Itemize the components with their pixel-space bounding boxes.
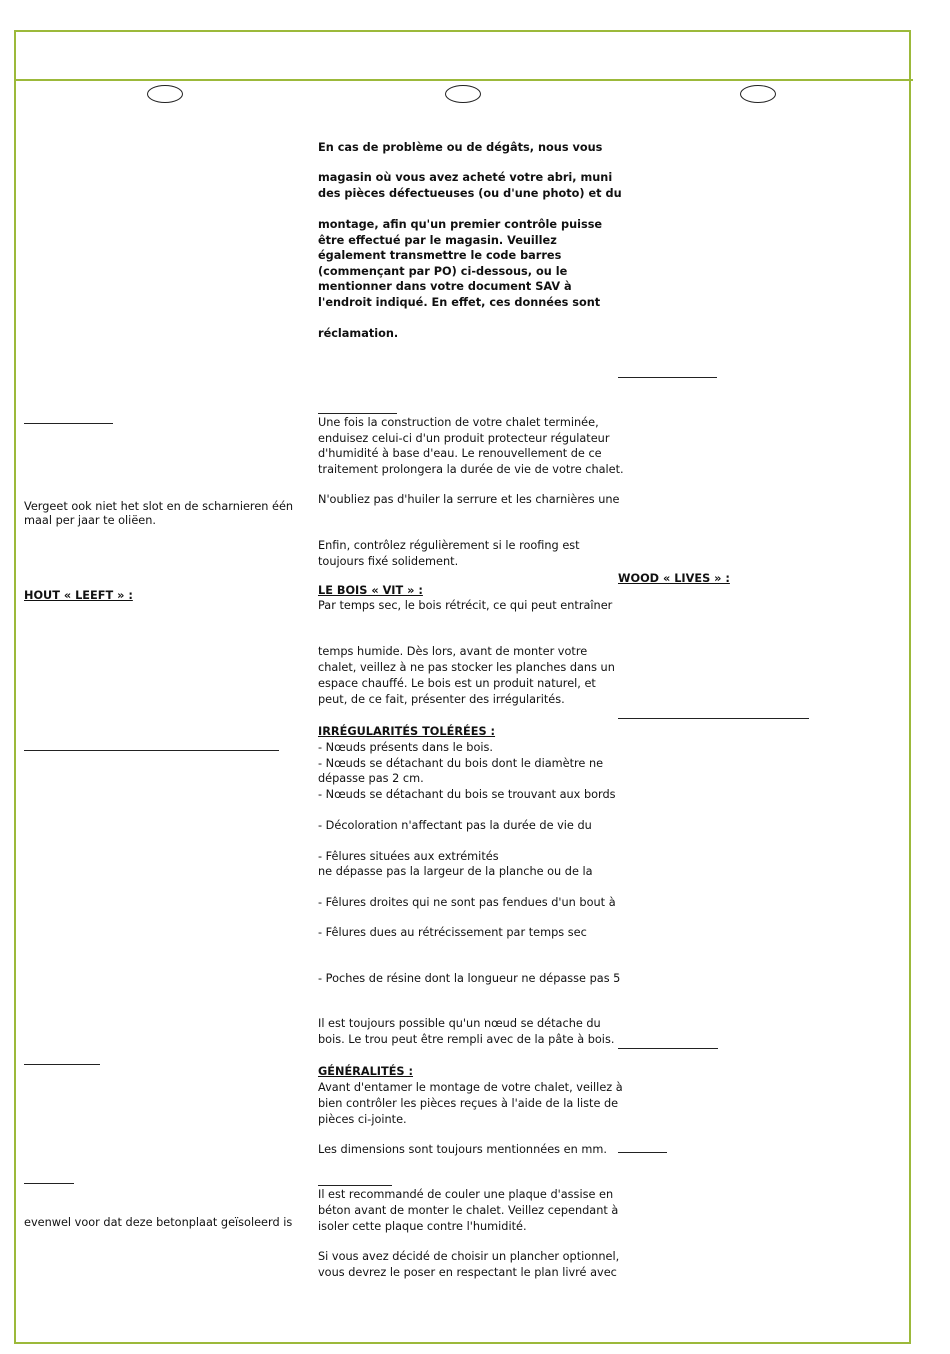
oval-marker-right (740, 85, 776, 103)
irregularites-line-5: - Décoloration n'affectant pas la durée de vie du (318, 819, 592, 832)
right-heading-rule-2 (618, 718, 809, 719)
left-slot-line-1: Vergeet ook niet het slot en de scharnieren één (24, 500, 294, 513)
entretien-line-2: enduisez celui-ci d'un produit protecteur régulateur (318, 432, 610, 445)
irregularites-line-8: - Fêlures droites qui ne sont pas fendues d'un bout à (318, 896, 616, 909)
irregularites-line-4: - Nœuds se détachant du bois se trouvant aux bords (318, 788, 616, 801)
left-slot-line-2: maal per jaar te oliëen. (24, 514, 156, 527)
left-heading-rule-4 (24, 1183, 74, 1184)
generalites-line-3: pièces ci-jointe. (318, 1113, 407, 1126)
fondation-line-3: isoler cette plaque contre l'humidité. (318, 1220, 527, 1233)
sav-line-7: (commençant par PO) ci-dessous, ou le (318, 265, 568, 278)
bois-vit-line-5: peut, de ce fait, présenter des irrégularités. (318, 693, 565, 706)
header-divider (14, 79, 913, 81)
sav-line-6: également transmettre le code barres (318, 249, 562, 262)
bois-vit-title: LE BOIS « VIT » : (318, 584, 423, 597)
generalites-title: GÉNÉRALITÉS : (318, 1065, 414, 1078)
wood-lives-title: WOOD « LIVES » : (618, 572, 730, 585)
oval-marker-left (147, 85, 183, 103)
irregularites-line-1: - Nœuds présents dans le bois. (318, 741, 494, 754)
sav-line-9: l'endroit indiqué. En effet, ces données sont (318, 296, 601, 309)
irregularites-line-11: Il est toujours possible qu'un nœud se détache du (318, 1017, 601, 1030)
irregularites-line-6: - Fêlures situées aux extrémités (318, 850, 499, 863)
generalites-line-2: bien contrôler les pièces reçues à l'aide de la liste de (318, 1097, 619, 1110)
sav-line-5: être effectué par le magasin. Veuillez (318, 234, 557, 247)
right-heading-rule-3 (618, 1048, 718, 1049)
irregularites-line-12: bois. Le trou peut être rempli avec de la pâte à bois. (318, 1033, 615, 1046)
irregularites-line-2: - Nœuds se détachant du bois dont le diamètre ne (318, 757, 604, 770)
fondation-line-4: Si vous avez décidé de choisir un plancher optionnel, (318, 1250, 620, 1263)
right-heading-rule-4 (618, 1152, 667, 1153)
left-heading-rule-1 (24, 423, 113, 424)
irregularites-line-7: ne dépasse pas la largeur de la planche ou de la (318, 865, 593, 878)
sav-line-8: mentionner dans votre document SAV à (318, 280, 572, 293)
bois-vit-line-1: Par temps sec, le bois rétrécit, ce qui peut entraîner (318, 599, 613, 612)
fondation-line-2: béton avant de monter le chalet. Veillez cependant à (318, 1204, 619, 1217)
irregularites-title: IRRÉGULARITÉS TOLÉRÉES : (318, 725, 496, 738)
entretien-line-5: N'oubliez pas d'huiler la serrure et les charnières une (318, 493, 620, 506)
entretien-line-7: toujours fixé solidement. (318, 555, 459, 568)
fondation-line-1: Il est recommandé de couler une plaque d'assise en (318, 1188, 614, 1201)
sav-line-1: En cas de problème ou de dégâts, nous vous (318, 141, 603, 154)
fondation-line-5: vous devrez le poser en respectant le plan livré avec (318, 1266, 617, 1279)
oval-marker-center (445, 85, 481, 103)
irregularites-line-3: dépasse pas 2 cm. (318, 772, 424, 785)
sav-line-10: réclamation. (318, 327, 399, 340)
right-heading-rule-1 (618, 377, 717, 378)
sav-line-2: magasin où vous avez acheté votre abri, muni (318, 171, 613, 184)
entretien-line-1: Une fois la construction de votre chalet terminée, (318, 416, 599, 429)
bois-vit-line-2: temps humide. Dès lors, avant de monter votre (318, 645, 588, 658)
generalites-line-4: Les dimensions sont toujours mentionnées en mm. (318, 1143, 607, 1156)
left-beton-line: evenwel voor dat deze betonplaat geïsoleerd is (24, 1216, 293, 1229)
entretien-line-4: traitement prolongera la durée de vie de votre chalet. (318, 463, 624, 476)
heading-rule-entretien (318, 413, 397, 414)
left-heading-rule-3 (24, 1064, 100, 1065)
heading-rule-fondation (318, 1185, 392, 1186)
sav-line-3: des pièces défectueuses (ou d'une photo) et du (318, 187, 622, 200)
left-heading-rule-2 (24, 750, 279, 751)
bois-vit-line-3: chalet, veillez à ne pas stocker les planches dans un (318, 661, 615, 674)
irregularites-line-9: - Fêlures dues au rétrécissement par temps sec (318, 926, 587, 939)
entretien-line-6: Enfin, contrôlez régulièrement si le roofing est (318, 539, 580, 552)
bois-vit-line-4: espace chauffé. Le bois est un produit naturel, et (318, 677, 596, 690)
entretien-line-3: d'humidité à base d'eau. Le renouvellement de ce (318, 447, 602, 460)
irregularites-line-10: - Poches de résine dont la longueur ne dépasse pas 5 (318, 972, 621, 985)
hout-leeft-title: HOUT « LEEFT » : (24, 589, 133, 602)
generalites-line-1: Avant d'entamer le montage de votre chalet, veillez à (318, 1081, 623, 1094)
sav-line-4: montage, afin qu'un premier contrôle puisse (318, 218, 603, 231)
